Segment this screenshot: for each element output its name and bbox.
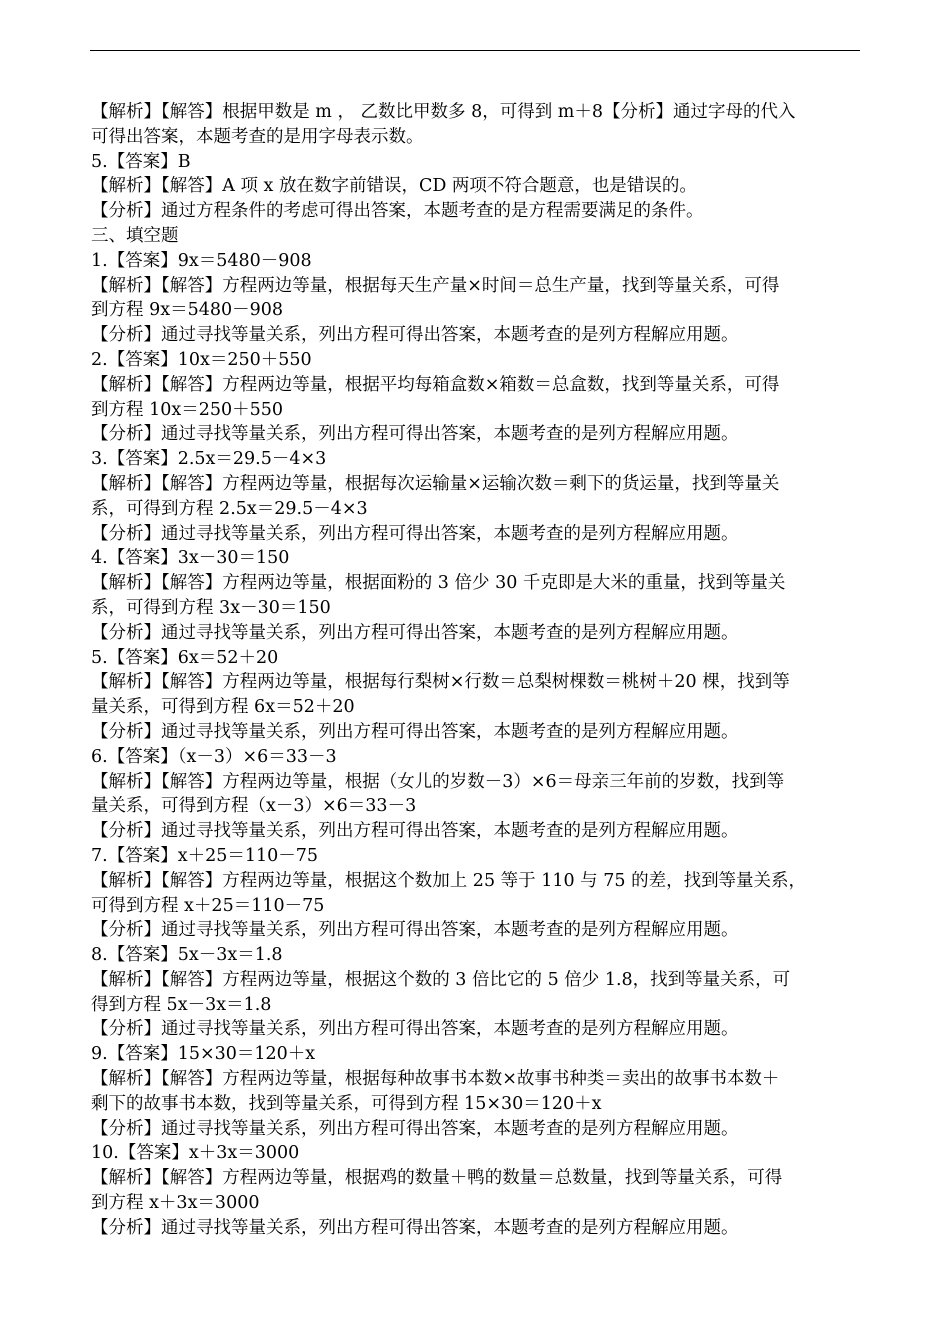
text-line: 【解析】【解答】方程两边等量，根据平均每箱盒数×箱数＝总盒数，找到等量关系，可得 bbox=[91, 374, 780, 395]
text-line: 量关系，可得到方程 6x＝52＋20 bbox=[91, 697, 355, 718]
text-line: 4.【答案】3x－30＝150 bbox=[91, 548, 290, 569]
text-line: 【解析】【解答】方程两边等量，根据每次运输量×运输次数＝剩下的货运量，找到等量关 bbox=[91, 473, 780, 494]
text-line: 系，可得到方程 2.5x＝29.5－4×3 bbox=[91, 498, 368, 519]
text-line: 【解析】【解答】根据甲数是 m ， 乙数比甲数多 8，可得到 m＋8【分析】通过字母的代入 bbox=[91, 102, 796, 122]
text-line: 到方程 9x＝5480－908 bbox=[91, 300, 284, 321]
text-line: 【解析】【解答】方程两边等量，根据每天生产量×时间＝总生产量，找到等量关系，可得 bbox=[91, 275, 780, 296]
text-line: 系，可得到方程 3x－30＝150 bbox=[91, 597, 331, 618]
text-line: 【分析】通过寻找等量关系，列出方程可得出答案，本题考查的是列方程解应用题。 bbox=[91, 523, 739, 544]
text-line: 9.【答案】15×30＝120＋x bbox=[91, 1044, 316, 1065]
text-line: 【解析】【解答】A 项 x 放在数字前错误，CD 两项不符合题意，也是错误的。 bbox=[91, 176, 697, 197]
text-line: 到方程 10x＝250＋550 bbox=[91, 399, 284, 420]
text-line: 可得到方程 x＋25＝110－75 bbox=[91, 895, 325, 916]
document-body bbox=[91, 100, 863, 1241]
text-line: 【解析】【解答】方程两边等量，根据鸡的数量＋鸭的数量＝总数量，找到等量关系，可得 bbox=[91, 1168, 783, 1189]
text-line: 【分析】通过寻找等量关系，列出方程可得出答案，本题考查的是列方程解应用题。 bbox=[91, 1118, 739, 1139]
text-line: 【分析】通过寻找等量关系，列出方程可得出答案，本题考查的是列方程解应用题。 bbox=[91, 821, 739, 842]
text-line: 【分析】通过寻找等量关系，列出方程可得出答案，本题考查的是列方程解应用题。 bbox=[91, 1217, 739, 1238]
text-line: 量关系，可得到方程（x－3）×6＝33－3 bbox=[91, 796, 417, 817]
text-line: 【分析】通过寻找等量关系，列出方程可得出答案，本题考查的是列方程解应用题。 bbox=[91, 721, 739, 742]
text-line: 【解析】【解答】方程两边等量，根据这个数加上 25 等于 110 与 75 的差，找到等量关系， bbox=[91, 870, 807, 891]
text-line: 剩下的故事书本数，找到等量关系，可得到方程 15×30＝120＋x bbox=[91, 1093, 602, 1114]
text-line: 可得出答案，本题考查的是用字母表示数。 bbox=[91, 126, 424, 147]
text-line: 【解析】【解答】方程两边等量，根据每行梨树×行数＝总梨树棵数＝桃树＋20 棵，找到等 bbox=[91, 672, 790, 693]
text-line: 【分析】通过寻找等量关系，列出方程可得出答案，本题考查的是列方程解应用题。 bbox=[91, 1019, 739, 1040]
text-line: 【解析】【解答】方程两边等量，根据（女儿的岁数－3）×6＝母亲三年前的岁数，找到等 bbox=[91, 771, 785, 792]
header-rule bbox=[90, 50, 860, 51]
text-line: 【解析】【解答】方程两边等量，根据面粉的 3 倍少 30 千克即是大米的重量，找到等量关 bbox=[91, 573, 786, 594]
text-line: 7.【答案】x＋25＝110－75 bbox=[91, 845, 319, 866]
text-line: 【分析】通过寻找等量关系，列出方程可得出答案，本题考查的是列方程解应用题。 bbox=[91, 325, 739, 346]
text-line: 5.【答案】6x＝52＋20 bbox=[91, 647, 279, 668]
text-line: 【分析】通过方程条件的考虑可得出答案，本题考查的是方程需要满足的条件。 bbox=[91, 201, 704, 222]
text-line: 3.【答案】2.5x＝29.5－4×3 bbox=[91, 449, 327, 470]
text-line: 6.【答案】（x－3）×6＝33－3 bbox=[91, 746, 337, 767]
text-line: 到方程 x＋3x＝3000 bbox=[91, 1193, 260, 1214]
text-line: 【解析】【解答】方程两边等量，根据这个数的 3 倍比它的 5 倍少 1.8，找到等量关系，可 bbox=[91, 969, 791, 990]
text-line: 【解析】【解答】方程两边等量，根据每种故事书本数×故事书种类＝卖出的故事书本数＋ bbox=[91, 1069, 780, 1090]
text-line: 三、填空题 bbox=[91, 225, 179, 246]
text-line: 得到方程 5x－3x＝1.8 bbox=[91, 994, 272, 1015]
text-line: 【分析】通过寻找等量关系，列出方程可得出答案，本题考查的是列方程解应用题。 bbox=[91, 622, 739, 643]
text-line: 10.【答案】x＋3x＝3000 bbox=[91, 1143, 300, 1164]
text-line: 1.【答案】9x＝5480－908 bbox=[91, 250, 312, 271]
text-line: 【分析】通过寻找等量关系，列出方程可得出答案，本题考查的是列方程解应用题。 bbox=[91, 424, 739, 445]
text-line: 【分析】通过寻找等量关系，列出方程可得出答案，本题考查的是列方程解应用题。 bbox=[91, 920, 739, 941]
text-line: 8.【答案】5x－3x＝1.8 bbox=[91, 945, 283, 966]
text-line: 5.【答案】B bbox=[91, 151, 191, 172]
text-line: 2.【答案】10x＝250＋550 bbox=[91, 349, 312, 370]
